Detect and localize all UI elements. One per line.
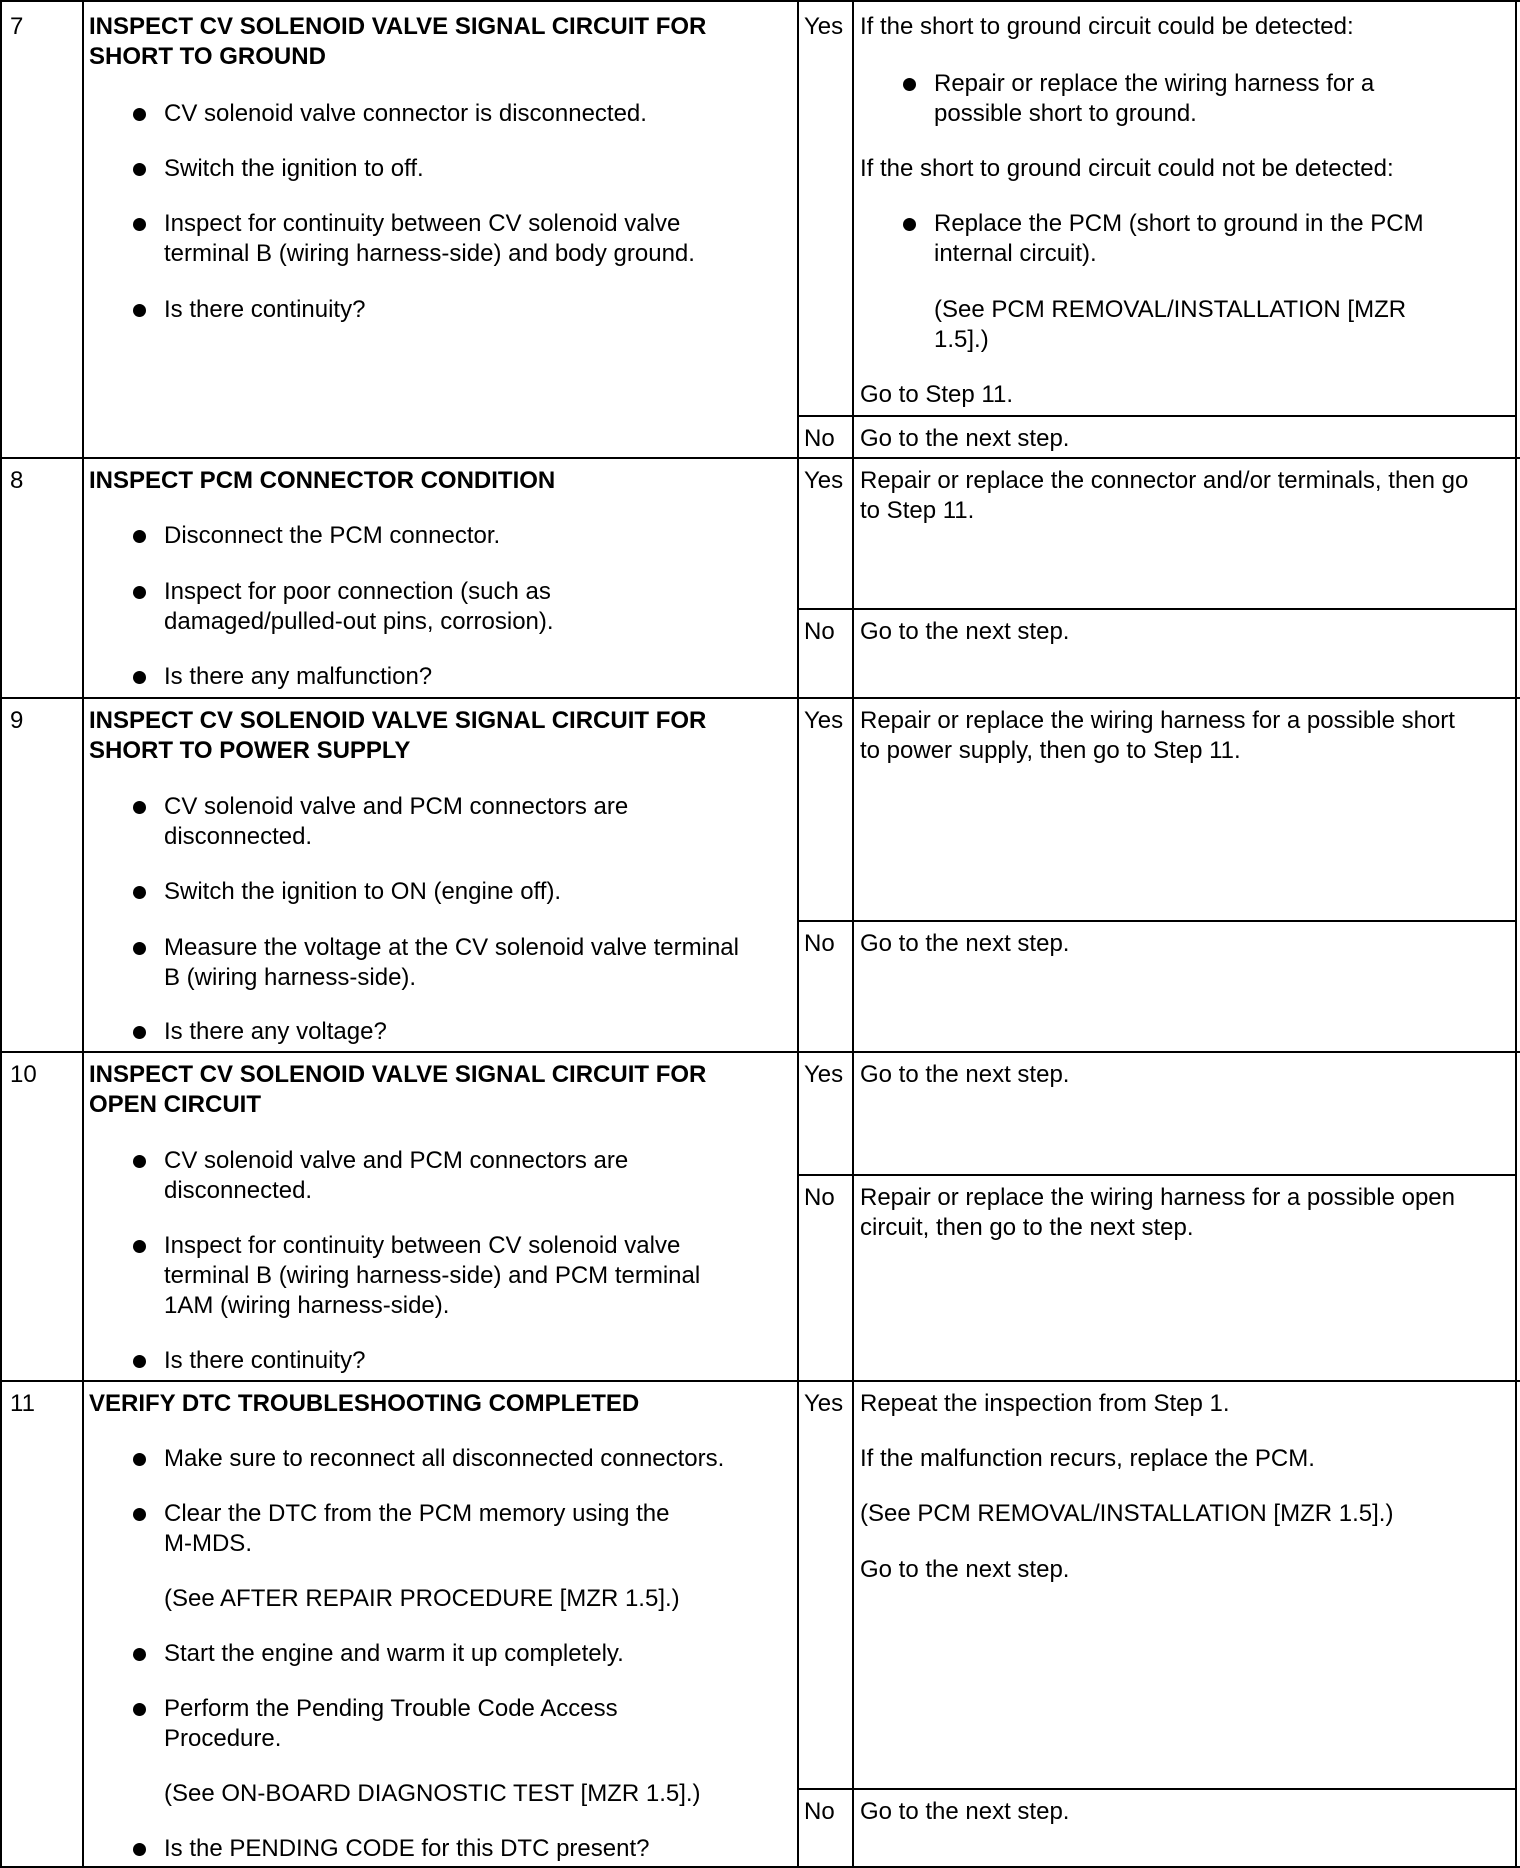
bullet-dot (133, 942, 146, 955)
step-title: INSPECT PCM CONNECTOR CONDITION (89, 467, 556, 494)
reference-text: (See ON-BOARD DIAGNOSTIC TEST [MZR 1.5].) (164, 1780, 701, 1807)
yes-text: to power supply, then go to Step 11. (860, 737, 1241, 764)
step-title: VERIFY DTC TROUBLESHOOTING COMPLETED (89, 1390, 640, 1417)
bullet-dot (133, 1453, 146, 1466)
yes-no-separator (797, 608, 1517, 610)
border-right (1515, 0, 1517, 1868)
bullet-text: Switch the ignition to ON (engine off). (164, 878, 562, 905)
bullet-dot (133, 108, 146, 121)
bullet-text: terminal B (wiring harness-side) and PCM terminal (164, 1262, 701, 1289)
bullet-dot (133, 801, 146, 814)
bullet-dot (903, 78, 916, 91)
no-text: Go to the next step. (860, 425, 1070, 452)
yes-text: Go to Step 11. (860, 381, 1013, 408)
bullet-text: Measure the voltage at the CV solenoid valve terminal (164, 934, 739, 961)
no-text: Go to the next step. (860, 618, 1070, 645)
bullet-dot (133, 1508, 146, 1521)
row-separator (0, 457, 1520, 459)
bullet-text: Is there any voltage? (164, 1018, 387, 1045)
bullet-text: 1AM (wiring harness-side). (164, 1292, 450, 1319)
yes-text: If the short to ground circuit could be detected: (860, 13, 1354, 40)
row-separator (0, 1380, 1520, 1382)
no-label: No (804, 930, 835, 957)
yes-text: to Step 11. (860, 497, 975, 524)
bullet-text: B (wiring harness-side). (164, 964, 417, 991)
bullet-text: Inspect for continuity between CV solenoid valve (164, 1232, 681, 1259)
bullet-text: CV solenoid valve and PCM connectors are (164, 1147, 629, 1174)
bullet-dot (133, 218, 146, 231)
step-title: INSPECT CV SOLENOID VALVE SIGNAL CIRCUIT FOR (89, 1061, 707, 1088)
yes-text: Go to the next step. (860, 1556, 1070, 1583)
divider-answer (852, 0, 854, 1868)
yes-label: Yes (804, 13, 844, 40)
yes-no-separator (797, 415, 1517, 417)
step-title: SHORT TO POWER SUPPLY (89, 737, 411, 764)
bullet-text: Is there continuity? (164, 296, 366, 323)
yes-no-separator (797, 1174, 1517, 1176)
yes-label: Yes (804, 467, 844, 494)
row-separator (0, 1051, 1520, 1053)
yes-text: Repair or replace the wiring harness for a (934, 70, 1375, 97)
no-label: No (804, 1184, 835, 1211)
yes-text: Repair or replace the connector and/or terminals, then go (860, 467, 1469, 494)
bullet-dot (133, 304, 146, 317)
step-number: 10 (10, 1061, 37, 1088)
bullet-dot (903, 218, 916, 231)
bullet-dot (133, 1843, 146, 1856)
bullet-text: Is there continuity? (164, 1347, 366, 1374)
bullet-text: Make sure to reconnect all disconnected connectors. (164, 1445, 725, 1472)
bullet-text: disconnected. (164, 823, 313, 850)
bullet-text: Is the PENDING CODE for this DTC present? (164, 1835, 650, 1862)
border-left (0, 0, 2, 1868)
bullet-text: CV solenoid valve connector is disconnected. (164, 100, 647, 127)
bullet-dot (133, 1703, 146, 1716)
bullet-text: Start the engine and warm it up completely. (164, 1640, 624, 1667)
yes-text: Repair or replace the wiring harness for a possible short (860, 707, 1455, 734)
bullet-text: Disconnect the PCM connector. (164, 522, 501, 549)
bullet-text: Is there any malfunction? (164, 663, 433, 690)
step-title: SHORT TO GROUND (89, 43, 326, 70)
no-text: Go to the next step. (860, 930, 1070, 957)
bullet-text: Inspect for poor connection (such as (164, 578, 551, 605)
step-title: OPEN CIRCUIT (89, 1091, 262, 1118)
yes-text: Replace the PCM (short to ground in the PCM (934, 210, 1424, 237)
divider-action (797, 0, 799, 1868)
yes-text: (See PCM REMOVAL/INSTALLATION [MZR 1.5].) (860, 1500, 1394, 1527)
reference-text: (See AFTER REPAIR PROCEDURE [MZR 1.5].) (164, 1585, 680, 1612)
bullet-text: M-MDS. (164, 1530, 252, 1557)
yes-text: (See PCM REMOVAL/INSTALLATION [MZR (934, 296, 1407, 323)
bullet-dot (133, 1355, 146, 1368)
yes-text: Repeat the inspection from Step 1. (860, 1390, 1230, 1417)
yes-label: Yes (804, 1061, 844, 1088)
no-label: No (804, 618, 835, 645)
divider-step (82, 0, 84, 1868)
yes-label: Yes (804, 1390, 844, 1417)
yes-text: Go to the next step. (860, 1061, 1070, 1088)
no-text: Repair or replace the wiring harness for a possible open (860, 1184, 1455, 1211)
bullet-dot (133, 530, 146, 543)
yes-no-separator (797, 920, 1517, 922)
no-text: Go to the next step. (860, 1798, 1070, 1825)
yes-text: If the malfunction recurs, replace the PCM. (860, 1445, 1315, 1472)
bullet-dot (133, 1155, 146, 1168)
step-number: 9 (10, 707, 24, 734)
yes-text: possible short to ground. (934, 100, 1197, 127)
bullet-text: Perform the Pending Trouble Code Access (164, 1695, 618, 1722)
no-text: circuit, then go to the next step. (860, 1214, 1194, 1241)
yes-text: internal circuit). (934, 240, 1097, 267)
bullet-dot (133, 1026, 146, 1039)
bullet-dot (133, 586, 146, 599)
bullet-dot (133, 1648, 146, 1661)
bullet-text: CV solenoid valve and PCM connectors are (164, 793, 629, 820)
step-title: INSPECT CV SOLENOID VALVE SIGNAL CIRCUIT FOR (89, 707, 707, 734)
step-number: 8 (10, 467, 24, 494)
yes-label: Yes (804, 707, 844, 734)
bullet-text: Switch the ignition to off. (164, 155, 424, 182)
row-separator (0, 697, 1520, 699)
bullet-dot (133, 1240, 146, 1253)
bullet-text: damaged/pulled-out pins, corrosion). (164, 608, 554, 635)
bullet-text: disconnected. (164, 1177, 313, 1204)
yes-no-separator (797, 1788, 1517, 1790)
step-title: INSPECT CV SOLENOID VALVE SIGNAL CIRCUIT FOR (89, 13, 707, 40)
bullet-dot (133, 671, 146, 684)
step-number: 7 (10, 13, 24, 40)
step-number: 11 (10, 1390, 35, 1417)
bullet-dot (133, 163, 146, 176)
bullet-dot (133, 886, 146, 899)
bullet-text: terminal B (wiring harness-side) and body ground. (164, 240, 695, 267)
no-label: No (804, 425, 835, 452)
no-label: No (804, 1798, 835, 1825)
bullet-text: Inspect for continuity between CV solenoid valve (164, 210, 681, 237)
bullet-text: Clear the DTC from the PCM memory using the (164, 1500, 670, 1527)
yes-text: 1.5].) (934, 326, 989, 353)
bullet-text: Procedure. (164, 1725, 282, 1752)
yes-text: If the short to ground circuit could not be detected: (860, 155, 1394, 182)
border-top (0, 0, 1520, 2)
